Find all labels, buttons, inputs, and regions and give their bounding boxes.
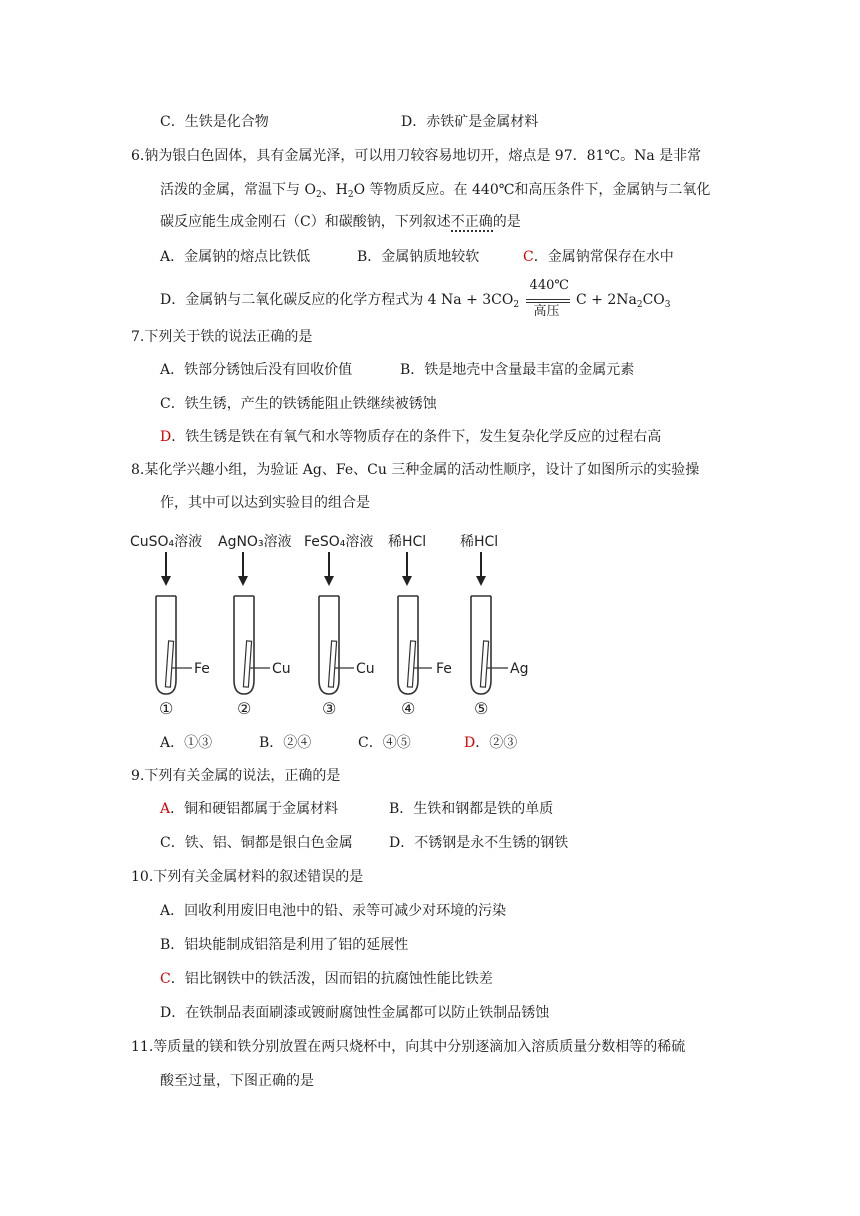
emphasis-not-correct: 不正确 [450,214,493,230]
q6-stem-line2: 活泼的金属，常温下与 $O_2$、$H_2O$ 等物质反应。在 440℃和高压条件下，金属钠与二氧化 [160,182,711,200]
q8-option-c: C．④⑤ [358,735,411,751]
q6-stem-line3: 碳反应能生成金刚石（C）和碳酸钠，下列叙述不正确的是 [160,214,521,230]
q9-stem: 9.下列有关金属的说法，正确的是 [131,768,341,784]
tube5-reagent-label: 稀HCl [460,534,499,550]
q8-stem-line2: 作，其中可以达到实验目的组合是 [160,495,370,511]
q11-stem-line1: 11.等质量的镁和铁分别放置在两只烧杯中，向其中分别逐滴加入溶质质量分数相等的稀硫 [131,1039,686,1055]
q9-option-a: A．铜和硬铝都属于金属材料 [160,801,339,817]
q10-stem: 10.下列有关金属材料的叙述错误的是 [131,869,364,885]
q8-option-b: B．②④ [259,735,312,751]
q7-option-c: C．铁生锈，产生的铁锈能阻止铁继续被锈蚀 [160,396,437,412]
tube1-reagent-label: CuSO₄溶液 [130,534,203,550]
q9-option-b: B．生铁和钢都是铁的单质 [389,801,554,817]
tube1-metal-label: Fe [194,661,210,677]
tube1-number: ① [159,699,174,718]
q6-option-c: C．金属钠常保存在水中 [523,249,674,265]
tube5-metal-label: Ag [510,661,529,677]
q11-stem-line2: 酸至过量，下图正确的是 [160,1073,314,1089]
q8-stem-line1: 8.某化学兴趣小组，为验证 Ag、Fe、Cu 三种金属的活动性顺序，设计了如图所示的实验操 [131,462,700,478]
tube4-reagent-label: 稀HCl [388,534,427,550]
reaction-condition: $\frac{440℃}{\text{高压}}$ [526,290,570,310]
q10-option-d: D．在铁制品表面刷漆或镀耐腐蚀性金属都可以防止铁制品锈蚀 [160,1005,550,1021]
q6-option-a: A．金属钠的熔点比铁低 [160,249,311,265]
answer-mark: A [160,801,171,817]
q10-option-b: B．铝块能制成铝箔是利用了铝的延展性 [160,937,409,953]
tube3-reagent-label: FeSO₄溶液 [304,534,374,550]
test-tube-4 [388,534,452,718]
tube2-reagent-label: AgNO₃溶液 [218,534,292,550]
test-tube-3 [304,533,375,718]
tube4-metal-label: Fe [436,661,452,677]
test-tube-2 [218,533,292,718]
answer-mark: D [160,429,172,445]
tube3-metal-label: Cu [356,661,375,677]
test-tube-figure [126,528,566,728]
test-tube-5 [460,534,528,718]
tube5-number: ⑤ [474,699,489,718]
q7-option-a: A．铁部分锈蚀后没有回收价值 [160,362,353,378]
q7-stem: 7.下列关于铁的说法正确的是 [131,329,313,345]
test-tube-1 [130,533,210,718]
answer-mark: D [464,735,476,751]
q6-option-b: B．金属钠质地较软 [357,249,480,265]
q5-option-d: D．赤铁矿是金属材料 [401,114,539,130]
q5-option-c: C．生铁是化合物 [160,114,269,130]
q9-option-d: D．不锈钢是永不生锈的钢铁 [389,835,569,851]
q7-option-d: D．铁生锈是铁在有氧气和水等物质存在的条件下，发生复杂化学反应的过程右高 [160,429,662,445]
q10-option-c: C．铝比钢铁中的铁活泼，因而铝的抗腐蚀性能比铁差 [160,971,493,987]
q8-option-a: A．①③ [160,735,213,751]
q6-option-d: D．金属钠与二氧化碳反应的化学方程式为 4 $Na + 3CO_2$ $\frac{440℃}{\text{高压}}$ $C + 2Na_2CO_3$ [160,278,671,319]
q8-option-d: D．②③ [464,735,518,751]
answer-mark: C [160,971,171,987]
q6-stem-line1: 6.钠为银白色固体，具有金属光泽，可以用刀较容易地切开，熔点是 97．81℃。Na 是非常 [131,148,702,164]
answer-mark: C [523,249,534,265]
q10-option-a: A．回收利用废旧电池中的铅、汞等可减少对环境的污染 [160,903,507,919]
tube2-metal-label: Cu [272,661,291,677]
q7-option-b: B．铁是地壳中含量最丰富的金属元素 [400,362,635,378]
tube4-number: ④ [401,699,416,718]
tube2-number: ② [237,699,252,718]
q9-option-c: C．铁、铝、铜都是银白色金属 [160,835,353,851]
tube3-number: ③ [322,699,337,718]
